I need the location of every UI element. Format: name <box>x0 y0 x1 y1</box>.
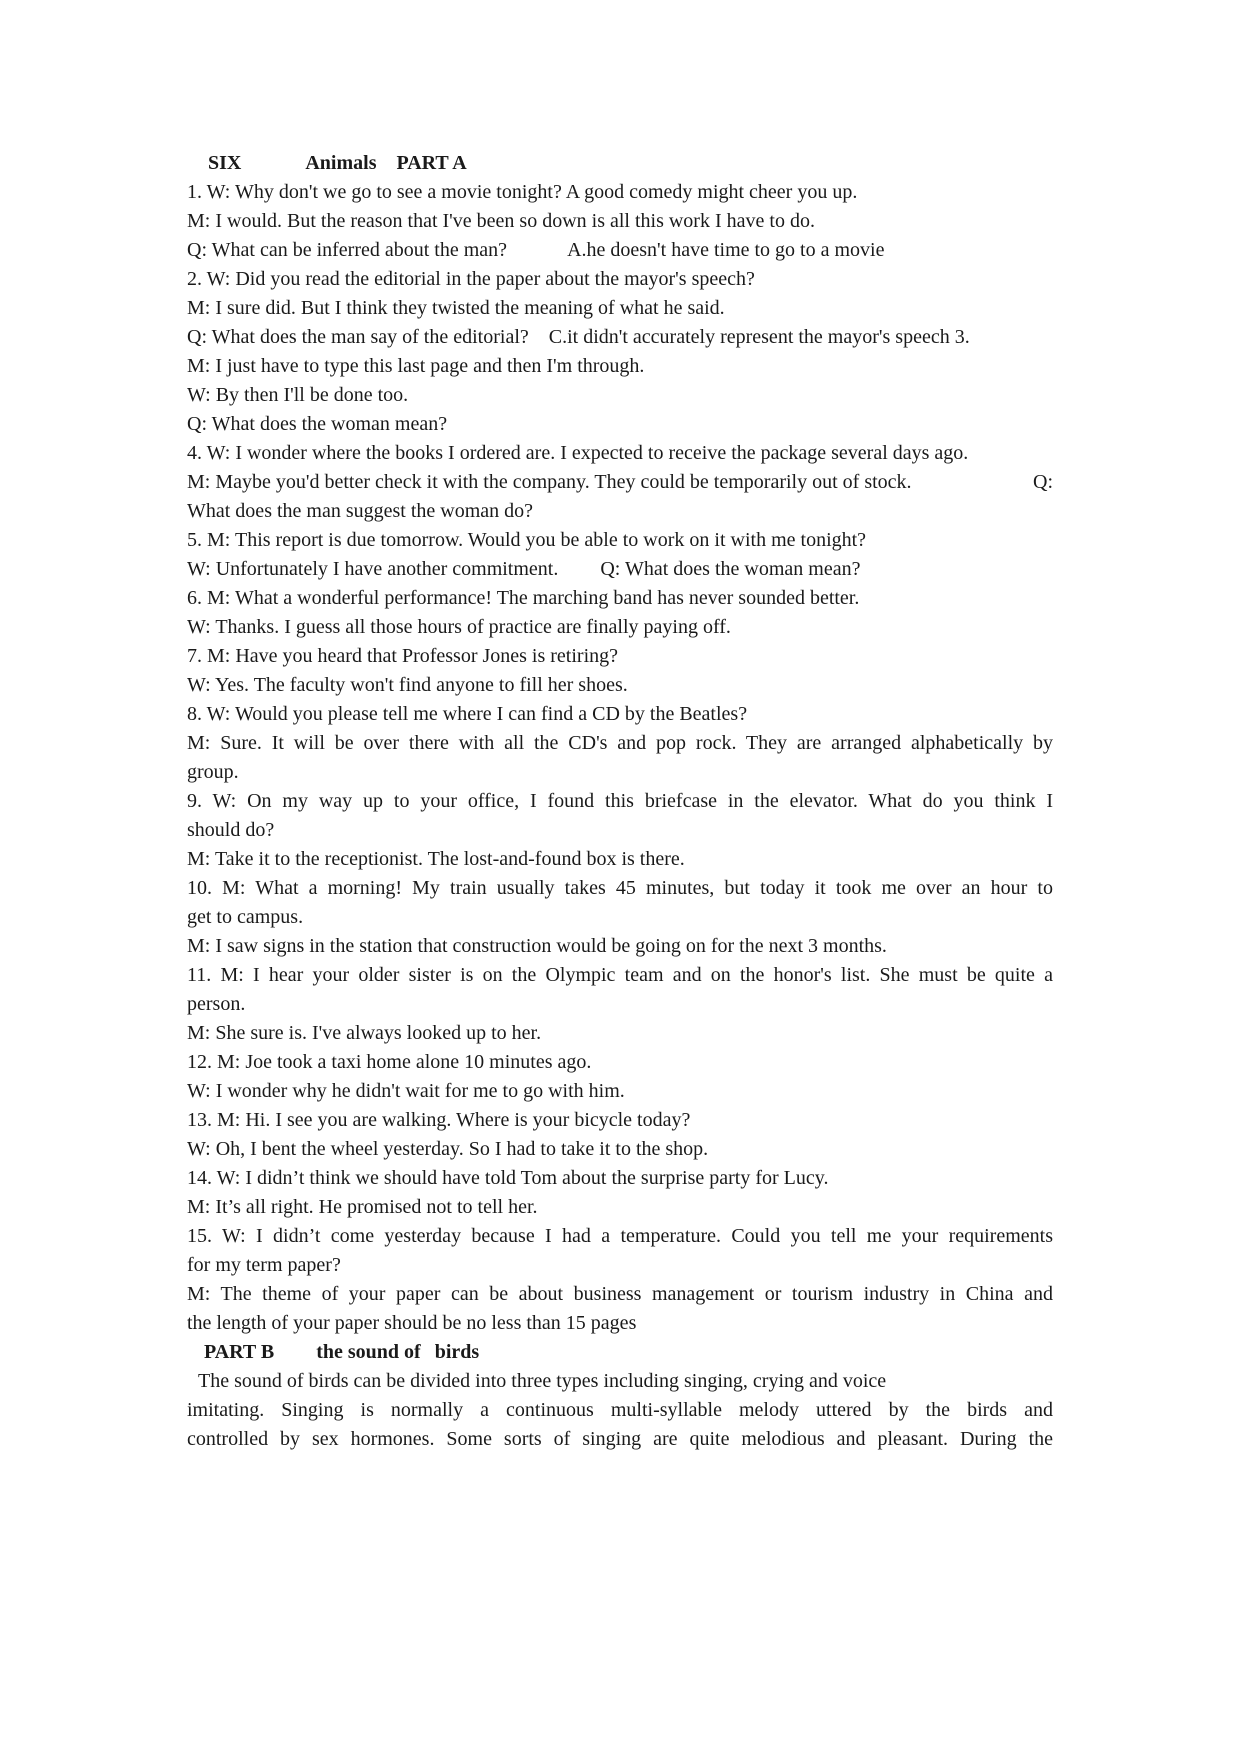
dialogue-line: M: It’s all right. He promised not to tell her. <box>187 1196 538 1218</box>
question-line <box>187 323 1053 352</box>
dialogue-line: get to campus. <box>187 906 304 928</box>
dialogue-line: W: I wonder why he didn't wait for me to go with him. <box>187 1080 625 1102</box>
dialogue-line: W: Thanks. I guess all those hours of practice are finally paying off. <box>187 616 731 638</box>
dialogue-line: M: I sure did. But I think they twisted the meaning of what he said. <box>187 297 725 319</box>
dialogue-line: M: She sure is. I've always looked up to her. <box>187 1022 542 1044</box>
document-body <box>187 149 1053 1454</box>
dialogue-line: group. <box>187 761 239 783</box>
dialogue-line: 10. M: What a morning! My train usually takes 45 minutes, but today it took me over an hour to <box>187 877 1053 899</box>
question-text: Q: What does the woman mean? <box>600 558 861 580</box>
part-label: PART B <box>204 1341 275 1363</box>
dialogue-line: 14. W: I didn’t think we should have told Tom about the surprise party for Lucy. <box>187 1167 829 1189</box>
unit-label: SIX <box>208 152 242 174</box>
question-text: Q: <box>1033 471 1053 493</box>
answer-text: C.it didn't accurately represent the mayor's speech 3. <box>548 326 970 348</box>
unit-topic: Animals <box>305 152 377 174</box>
paragraph-line: imitating. Singing is normally a continuous multi-syllable melody uttered by the birds and <box>187 1399 1053 1421</box>
dialogue-line <box>187 468 1053 497</box>
dialogue-line: M: I just have to type this last page and then I'm through. <box>187 355 645 377</box>
part-title: birds <box>434 1341 480 1363</box>
dialogue-line: 5. M: This report is due tomorrow. Would you be able to work on it with me tonight? <box>187 529 867 551</box>
answer-text: A.he doesn't have time to go to a movie <box>567 239 885 261</box>
dialogue-line: M: I saw signs in the station that construction would be going on for the next 3 months. <box>187 935 887 957</box>
dialogue-line <box>187 555 1053 584</box>
dialogue-line: M: The theme of your paper can be about business management or tourism industry in China and <box>187 1283 1053 1305</box>
dialogue-line: 1. W: Why don't we go to see a movie tonight? A good comedy might cheer you up. <box>187 181 858 203</box>
question-text: Q: What can be inferred about the man? <box>187 239 508 261</box>
part-title: the sound of <box>316 1341 421 1363</box>
dialogue-line: M: I would. But the reason that I've been so down is all this work I have to do. <box>187 210 815 232</box>
question-text: Q: What does the man say of the editorial? <box>187 326 529 348</box>
dialogue-line: W: Oh, I bent the wheel yesterday. So I had to take it to the shop. <box>187 1138 709 1160</box>
part-label: PART A <box>396 152 467 174</box>
dialogue-line: 6. M: What a wonderful performance! The marching band has never sounded better. <box>187 587 860 609</box>
dialogue-text: M: Maybe you'd better check it with the company. They could be temporarily out of stock. <box>187 471 912 493</box>
paragraph-line: controlled by sex hormones. Some sorts of singing are quite melodious and pleasant. During the <box>187 1428 1053 1450</box>
dialogue-line: should do? <box>187 819 275 841</box>
dialogue-line: 15. W: I didn’t come yesterday because I had a temperature. Could you tell me your requirements <box>187 1225 1053 1247</box>
dialogue-line: 13. M: Hi. I see you are walking. Where is your bicycle today? <box>187 1109 691 1131</box>
section-heading <box>187 1338 1053 1367</box>
paragraph-line: The sound of birds can be divided into three types including singing, crying and voice <box>198 1370 887 1392</box>
section-heading <box>187 149 1053 178</box>
dialogue-line: the length of your paper should be no less than 15 pages <box>187 1312 637 1334</box>
dialogue-line: W: By then I'll be done too. <box>187 384 409 406</box>
question-line <box>187 236 1053 265</box>
question-line: Q: What does the woman mean? <box>187 413 448 435</box>
dialogue-line: 9. W: On my way up to your office, I found this briefcase in the elevator. What do you think I <box>187 790 1053 812</box>
dialogue-line: person. <box>187 993 246 1015</box>
dialogue-line: 8. W: Would you please tell me where I can find a CD by the Beatles? <box>187 703 748 725</box>
question-line: What does the man suggest the woman do? <box>187 500 534 522</box>
dialogue-line: M: Take it to the receptionist. The lost-and-found box is there. <box>187 848 685 870</box>
dialogue-line: 12. M: Joe took a taxi home alone 10 minutes ago. <box>187 1051 592 1073</box>
dialogue-line: 11. M: I hear your older sister is on the Olympic team and on the honor's list. She must be quite a <box>187 964 1053 986</box>
dialogue-line: W: Yes. The faculty won't find anyone to fill her shoes. <box>187 674 628 696</box>
dialogue-line: 7. M: Have you heard that Professor Jones is retiring? <box>187 645 619 667</box>
dialogue-text: W: Unfortunately I have another commitment. <box>187 558 559 580</box>
dialogue-line: 2. W: Did you read the editorial in the paper about the mayor's speech? <box>187 268 755 290</box>
dialogue-line: 4. W: I wonder where the books I ordered are. I expected to receive the package several days ago. <box>187 442 969 464</box>
dialogue-line: for my term paper? <box>187 1254 341 1276</box>
dialogue-line: M: Sure. It will be over there with all the CD's and pop rock. They are arranged alphabetically by <box>187 732 1053 754</box>
